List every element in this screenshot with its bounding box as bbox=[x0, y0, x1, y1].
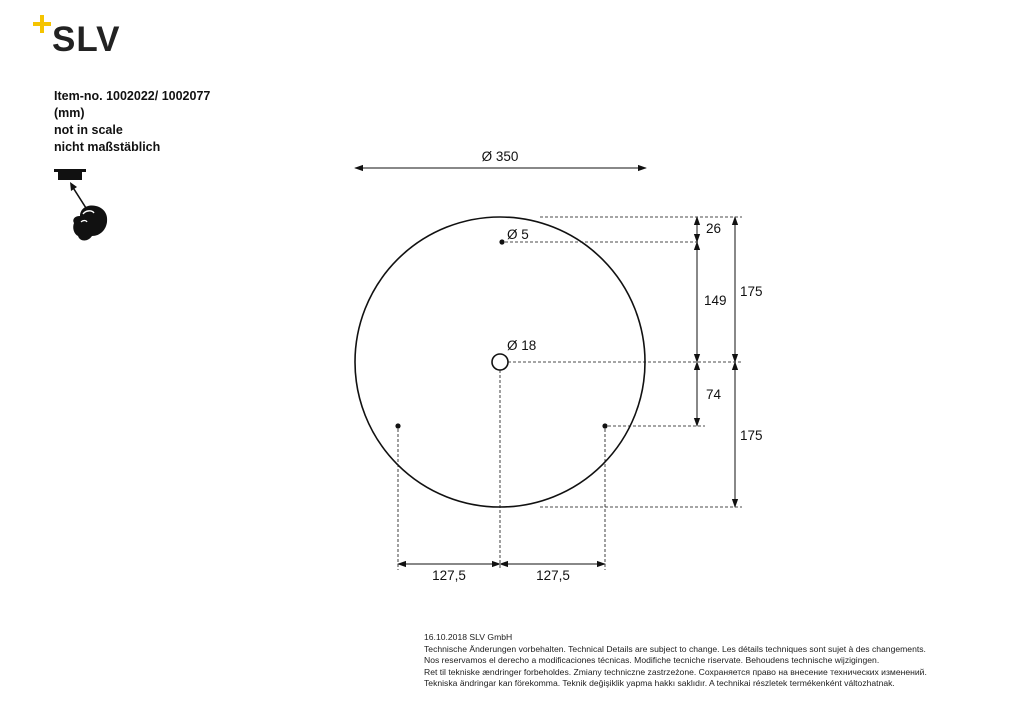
dim-label-74: 74 bbox=[706, 387, 722, 402]
dim-label-127-right: 127,5 bbox=[536, 568, 570, 583]
right-hole bbox=[602, 423, 607, 428]
overall-diameter-label: Ø 350 bbox=[481, 149, 519, 164]
center-hole bbox=[492, 354, 508, 370]
hole-label-5: Ø 5 bbox=[507, 227, 529, 242]
footer-disclaimer-2: Nos reservamos el derecho a modificaciones técnicas. Modifiche tecniche riservate. Behoudens technische wijzigingen. bbox=[424, 655, 880, 666]
dim-label-175-lower: 175 bbox=[740, 428, 763, 443]
dim-label-175-upper: 175 bbox=[740, 284, 763, 299]
dim-label-127-left: 127,5 bbox=[432, 568, 466, 583]
footer-disclaimer-4: Tekniska ändringar kan förekomma. Teknik değişiklik yapma hakkı saklıdır. A technikai részletek termékenként változhatnak. bbox=[424, 678, 895, 689]
left-hole bbox=[395, 423, 400, 428]
scale-note-en: not in scale bbox=[54, 123, 123, 137]
item-number: Item-no. 1002022/ 1002077 bbox=[54, 89, 211, 103]
dim-label-149: 149 bbox=[704, 293, 727, 308]
logo-text: SLV bbox=[52, 20, 121, 59]
dim-label-26: 26 bbox=[706, 221, 722, 236]
top-hole bbox=[499, 239, 504, 244]
scale-note-de: nicht maßstäblich bbox=[54, 140, 161, 154]
footer-date-company: 16.10.2018 SLV GmbH bbox=[424, 632, 513, 642]
footer-disclaimer-1: Technische Änderungen vorbehalten. Technical Details are subject to change. Les détails techniques sont sujet à des changements. bbox=[424, 643, 926, 654]
disc-outline bbox=[355, 217, 645, 507]
unit-label: (mm) bbox=[54, 106, 85, 120]
footer-disclaimer-3: Ret til tekniske ændringer forbeholdes. Zmiany techniczne zastrzeżone. Сохраняется право на внесение технических изменений. bbox=[424, 666, 927, 677]
hole-label-18: Ø 18 bbox=[507, 338, 537, 353]
legal-footer bbox=[424, 632, 927, 690]
